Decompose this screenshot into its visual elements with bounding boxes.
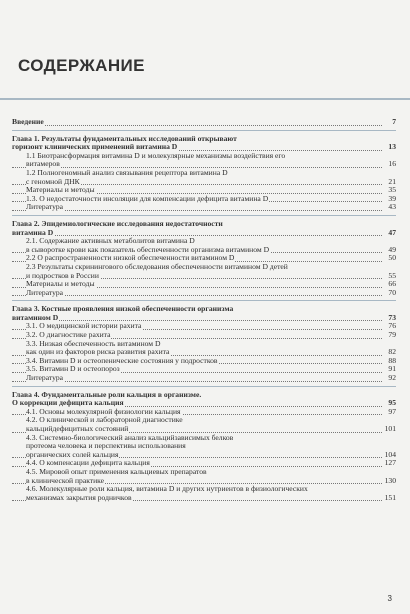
toc-page-number: 35: [388, 186, 396, 195]
toc-entry-text: Глава 3. Костные проявления низкой обеспеченности организма: [12, 305, 234, 314]
toc-entry-text: и подростков в России: [26, 271, 99, 280]
toc-entry-text: 4.3. Системно-биологический анализ кальцийзависимых белков: [26, 433, 234, 442]
toc-page-number: 21: [388, 177, 396, 186]
toc-entry-line[interactable]: [12, 485, 396, 494]
toc-entry-line[interactable]: [12, 186, 396, 195]
toc-entry-text: 3.2. О диагностике рахита: [26, 331, 111, 340]
toc-entry-text: органических солей кальция: [26, 450, 119, 459]
page-title: СОДЕРЖАНИЕ: [18, 56, 145, 75]
toc-chapter-line[interactable]: [12, 305, 396, 314]
chapter-separator: [12, 215, 396, 216]
toc-chapter-line[interactable]: [12, 135, 396, 144]
chapter-separator: [12, 386, 396, 387]
toc-entry-line[interactable]: [12, 374, 396, 383]
toc-entry-text: 3.5. Витамин D и остеопороз: [26, 365, 120, 374]
toc-entry-text: Литература: [26, 203, 64, 212]
toc-entry-text: 3.4. Витамин D и остеопенические состояния у подростков: [26, 356, 218, 365]
toc-page-number: 70: [388, 288, 396, 297]
toc-entry-text: 4.2. О клинической и лабораторной диагностике: [26, 416, 183, 425]
toc-entry-text: 1.1 Биотрансформация витамина D и молекулярные механизмы воздействия его: [26, 151, 286, 160]
page-number: 3: [387, 594, 392, 603]
chapter-separator: [12, 130, 396, 131]
toc-entry-line[interactable]: [12, 408, 396, 417]
toc-entry-line[interactable]: [12, 357, 396, 366]
toc-entry-line[interactable]: [12, 442, 396, 451]
toc-entry-text: 1.3. О недостаточности инсоляции для компенсации дефицита витамина D: [26, 194, 269, 203]
toc-entry-line[interactable]: [12, 340, 396, 349]
toc-entry-text: О коррекции дефицита кальция: [12, 399, 124, 408]
toc-entry-line[interactable]: [12, 160, 396, 169]
toc-entry-line[interactable]: [12, 468, 396, 477]
toc-entry-line[interactable]: [12, 425, 396, 434]
toc-entry-text: Глава 4. Фундаментальные роли кальция в организме.: [12, 390, 202, 399]
toc-entry-text: горизонт клинических применений витамина D: [12, 143, 178, 152]
toc-page-number: 76: [388, 322, 396, 331]
toc-entry-line[interactable]: [12, 451, 396, 460]
toc-entry-line[interactable]: [12, 434, 396, 443]
toc-entry-text: 2.2 О распространенности низкой обеспеченности витамином D: [26, 254, 235, 263]
toc-page-number: 130: [384, 476, 396, 485]
toc-entry-line[interactable]: [12, 365, 396, 374]
toc-entry-text: витамином D: [12, 313, 59, 322]
toc-page-number: 127: [384, 459, 396, 468]
toc-page-number: 151: [384, 493, 396, 502]
toc-page-number: 47: [388, 228, 396, 237]
toc-page-number: 95: [388, 399, 396, 408]
toc-entry-line[interactable]: [12, 459, 396, 468]
toc-page-number: 16: [388, 160, 396, 169]
toc-chapter-line[interactable]: [12, 143, 396, 152]
toc-entry-line[interactable]: [12, 195, 396, 204]
toc-page-number: 92: [388, 374, 396, 383]
toc-page-number: 50: [388, 254, 396, 263]
toc-page-number: 73: [388, 313, 396, 322]
toc-entry-text: 4.6. Молекулярные роли кальция, витамина D и других нутриентов в физиологических: [26, 485, 308, 494]
toc-chapter-line[interactable]: [12, 220, 396, 229]
chapter-separator: [12, 300, 396, 301]
toc-entry-text: витамеров: [26, 160, 60, 169]
toc-entry-text: Материалы и методы: [26, 186, 95, 195]
toc-entry-line[interactable]: [12, 169, 396, 178]
toc-entry-text: механизмах закрытия родничков: [26, 493, 132, 502]
toc-entry-line[interactable]: [12, 331, 396, 340]
toc-entry-text: 3.3. Низкая обеспеченность витамином D: [26, 339, 161, 348]
toc-page-number: 101: [384, 425, 396, 433]
toc-entry-line[interactable]: [12, 416, 396, 425]
toc-chapter-line[interactable]: [12, 229, 396, 238]
toc-entry-text: в сыворотке крови как показатель обеспеченности организма витамином D: [26, 245, 270, 254]
toc-page-number: 104: [384, 450, 396, 459]
toc-entry-text: 4.5. Мировой опыт применения кальциевых препаратов: [26, 467, 207, 476]
toc-entry-line[interactable]: [12, 237, 396, 246]
toc-entry-text: как один из факторов риска развития рахита: [26, 348, 170, 357]
toc-entry-text: Введение: [12, 118, 44, 126]
toc-entry-line[interactable]: [12, 289, 396, 298]
table-of-contents: [12, 118, 396, 502]
toc-entry-line[interactable]: [12, 348, 396, 357]
toc-entry-text: Глава 2. Эпидемиологические исследования недостаточности: [12, 219, 223, 228]
toc-entry-line[interactable]: [12, 272, 396, 281]
toc-page-number: 79: [388, 331, 396, 340]
toc-entry-line[interactable]: [12, 322, 396, 331]
toc-entry-text: 2.1. Содержание активных метаболитов витамина D: [26, 237, 195, 246]
toc-page-number: 66: [388, 280, 396, 289]
toc-page-number: 55: [388, 271, 396, 280]
toc-entry-line[interactable]: [12, 152, 396, 161]
toc-entry-text: протеома человека и перспективы использования: [26, 442, 186, 451]
toc-entry-text: 4.1. Основы молекулярной физиологии кальция: [26, 407, 181, 416]
toc-chapter-line[interactable]: [12, 118, 396, 127]
toc-entry-line[interactable]: [12, 494, 396, 503]
toc-entry-text: в клинической практике: [26, 476, 105, 485]
toc-entry-text: Материалы и методы: [26, 280, 95, 289]
toc-page-number: 43: [388, 203, 396, 212]
toc-entry-line[interactable]: [12, 263, 396, 272]
toc-entry-line[interactable]: [12, 280, 396, 289]
toc-page-number: 7: [392, 118, 396, 126]
toc-entry-text: 3.1. О медицинской истории рахита: [26, 322, 142, 331]
toc-entry-line[interactable]: [12, 477, 396, 486]
toc-page-number: 97: [388, 407, 396, 416]
title-rule: [0, 98, 410, 100]
toc-entry-text: 4.4. О компенсации дефицита кальция: [26, 459, 150, 468]
toc-page-number: 91: [388, 365, 396, 374]
toc-entry-line[interactable]: [12, 254, 396, 263]
toc-chapter-line[interactable]: [12, 399, 396, 408]
toc-page-number: 82: [388, 348, 396, 357]
toc-page-number: 13: [388, 143, 396, 152]
toc-chapter-line[interactable]: [12, 314, 396, 323]
toc-entry-text: Литература: [26, 374, 64, 383]
toc-entry-line[interactable]: [12, 203, 396, 212]
toc-entry-text: с геномной ДНК: [26, 177, 80, 186]
toc-entry-text: 2.3 Результаты скринингового обследования обеспеченности витамином D детей: [26, 262, 288, 271]
toc-entry-line[interactable]: [12, 178, 396, 187]
toc-entry-text: кальцийдефицитных состояний: [26, 425, 129, 433]
toc-page-number: 49: [388, 245, 396, 254]
toc-entry-text: витамина D: [12, 228, 54, 237]
toc-chapter-line[interactable]: [12, 391, 396, 400]
toc-entry-line[interactable]: [12, 246, 396, 255]
toc-page-number: 39: [388, 194, 396, 203]
toc-entry-text: Глава 1. Результаты фундаментальных исследований открывают: [12, 134, 237, 143]
toc-entry-text: 1.2 Полногеномный анализ связывания рецептора витамина D: [26, 168, 228, 177]
toc-page-number: 88: [388, 356, 396, 365]
toc-entry-text: Литература: [26, 288, 64, 297]
